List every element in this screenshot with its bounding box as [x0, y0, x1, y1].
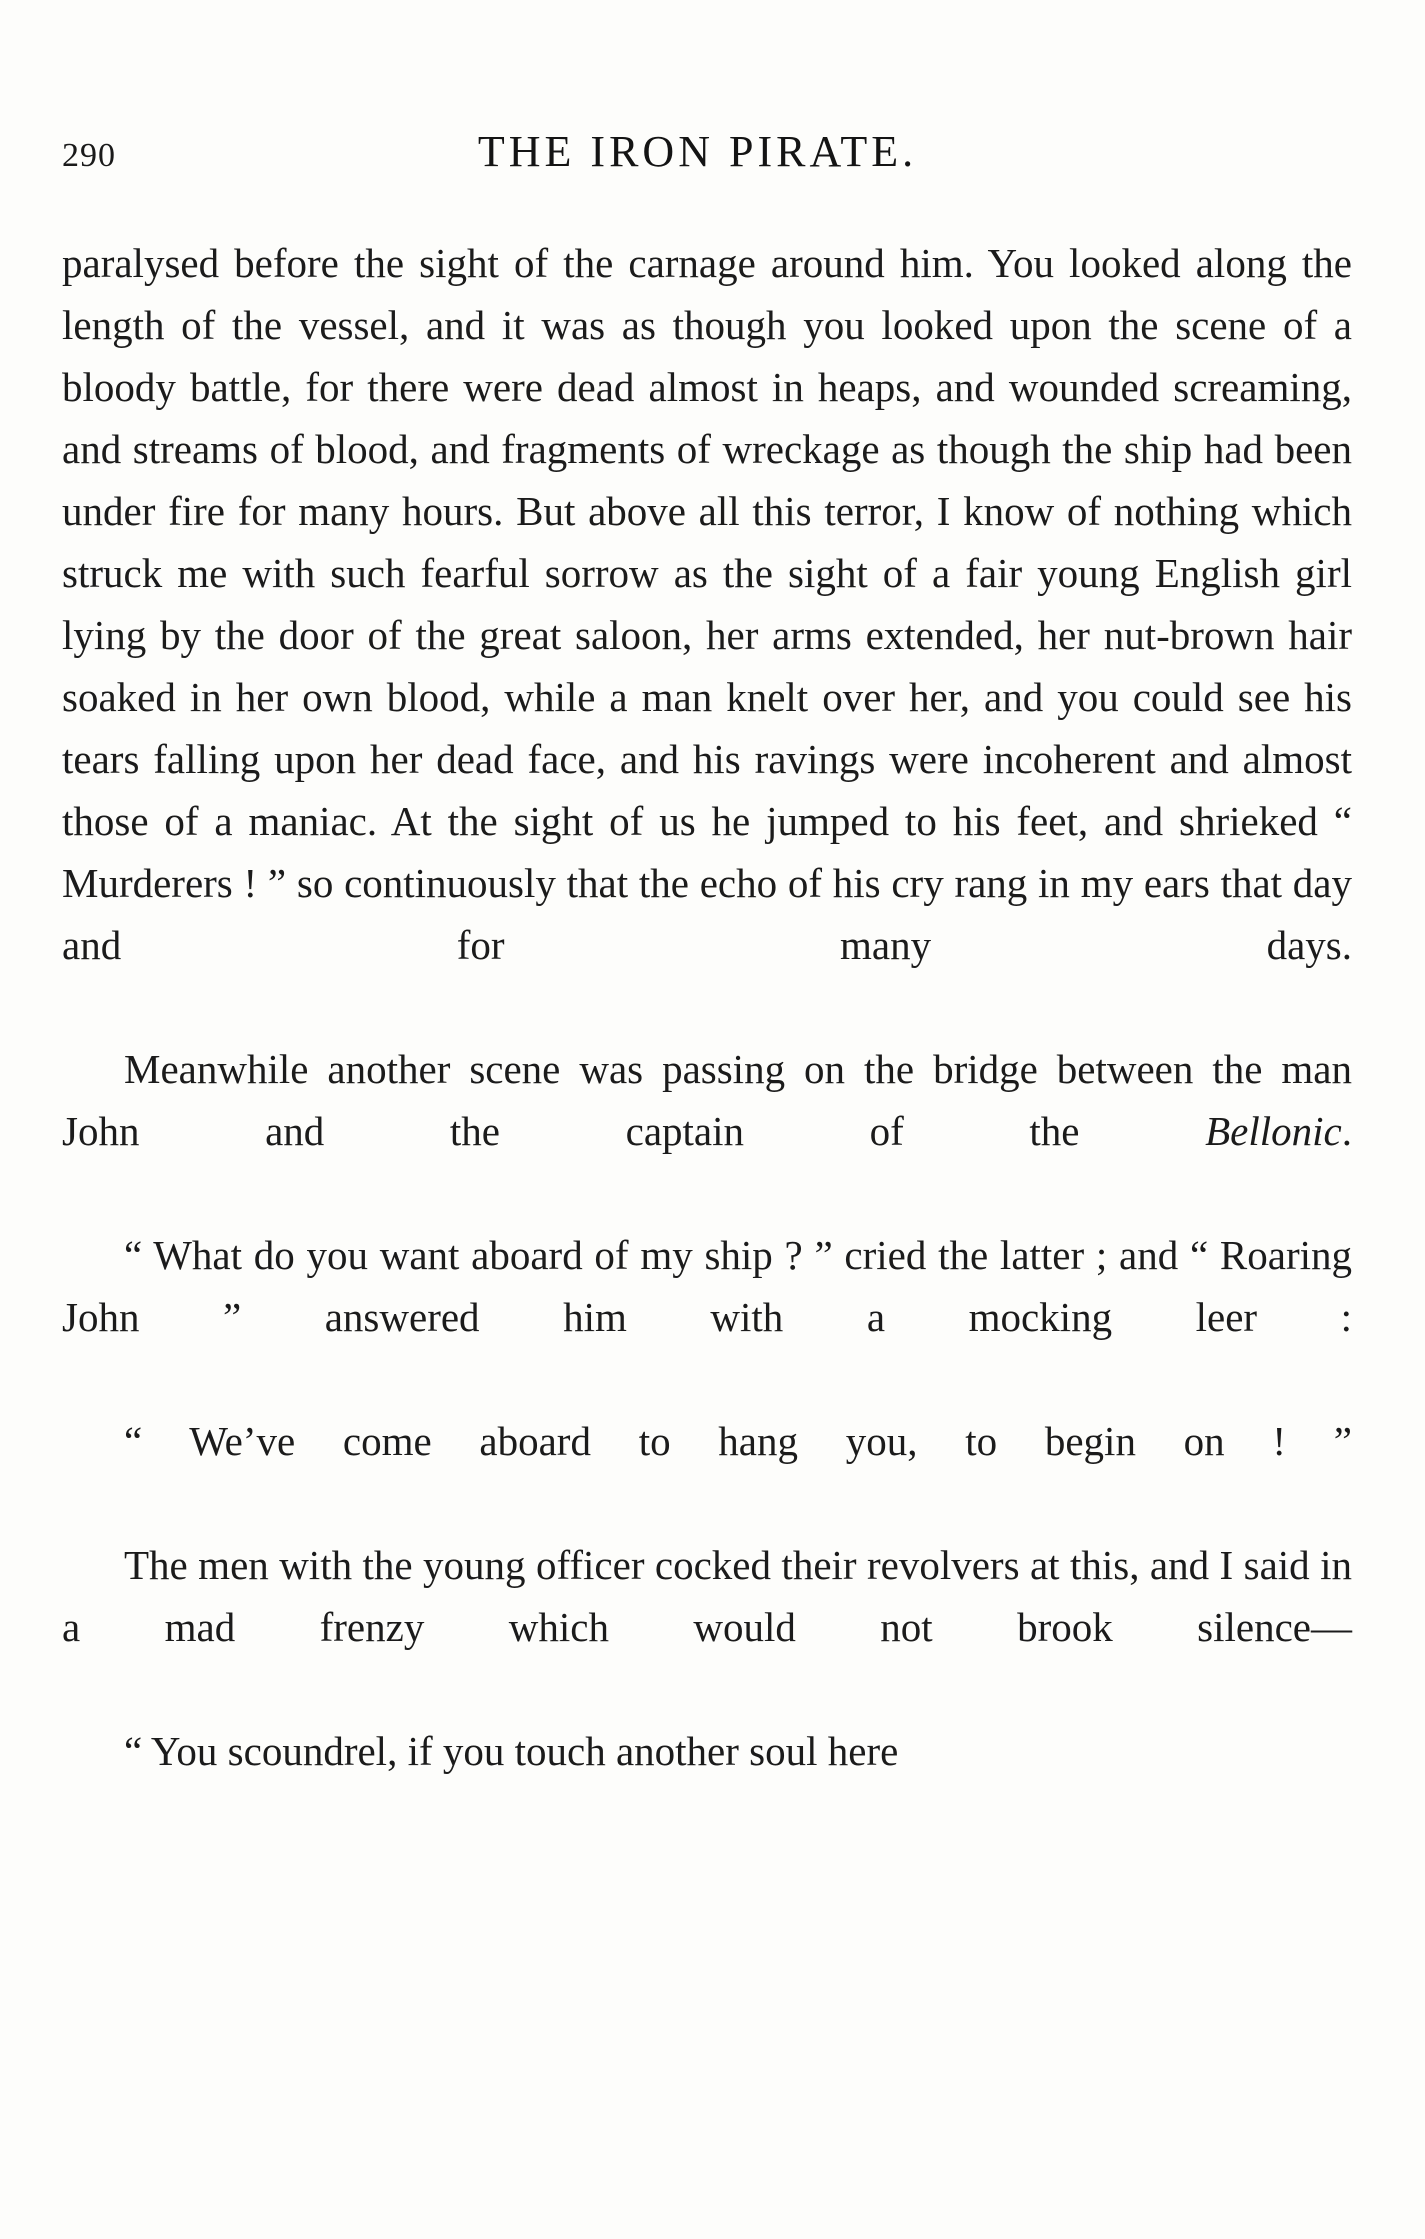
paragraph-6: “ You scoundrel, if you touch another soul here — [124, 1728, 899, 1774]
ship-name-bellonic: Bellonic — [1205, 1108, 1342, 1154]
page-body — [62, 232, 1352, 1782]
paragraph-1: paralysed before the sight of the carnage around him. You looked along the length of the vessel, and it was as though you looked upon the scene of a bloody battle, for there were dead almost in heaps, and wounded screaming, and streams of blood, and fragments of wreckage as though the ship had been under fire for many hours. But above all this terror, I know of nothing which struck me with such fearful sorrow as the sight of a fair young English girl lying by the door of the great saloon, her arms extended, her nut-brown hair soaked in her own blood, while a man knelt over her, and you could see his tears falling upon her dead face, and his ravings were incoherent and almost those of a maniac. At the sight of us he jumped to his feet, and shrieked “ Murderers ! ” so continuously that the echo of his cry rang in my ears that day and for many days. — [62, 240, 1352, 968]
paragraph-3: “ What do you want aboard of my ship ? ” cried the latter ; and “ Roaring John ” answered him with a mocking leer : — [62, 1232, 1352, 1340]
page-header — [62, 126, 1363, 182]
paragraph-4: “ We’ve come aboard to hang you, to begin on ! ” — [124, 1418, 1352, 1464]
paragraph-2-text-before: Meanwhile another scene was passing on the bridge between the man John and the captain of the — [62, 1046, 1352, 1154]
paragraph-2-text-after: . — [1341, 1108, 1352, 1154]
paragraph-2 — [62, 1038, 1352, 1224]
paragraph-5: The men with the young officer cocked their revolvers at this, and I said in a mad frenzy which would not brook silence— — [62, 1542, 1352, 1650]
page-number: 290 — [62, 137, 116, 174]
running-title: THE IRON PIRATE. — [477, 127, 918, 176]
